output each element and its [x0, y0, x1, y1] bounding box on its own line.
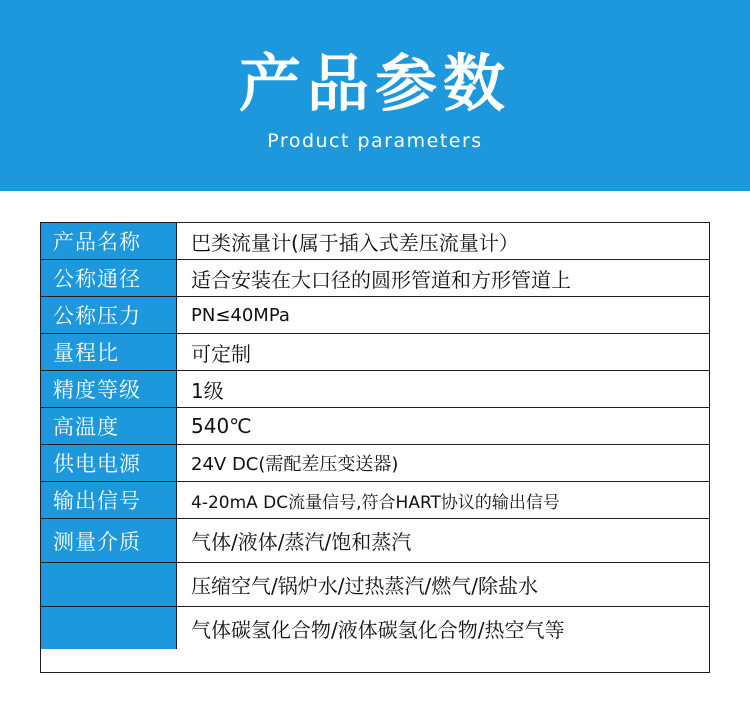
- row-accuracy-class: [41, 371, 709, 408]
- page-subtitle: Product parameters: [267, 130, 483, 152]
- row-label: 供电电源: [41, 445, 177, 481]
- row-nominal-diameter: [41, 260, 709, 297]
- row-measured-medium-cont-1: [41, 563, 709, 607]
- row-value: 4-20mA DC流量信号,符合HART协议的输出信号: [191, 492, 560, 513]
- row-label: 输出信号: [41, 482, 177, 518]
- row-output-signal: [41, 482, 709, 519]
- row-product-name: [41, 223, 709, 260]
- header-banner: [0, 0, 750, 191]
- row-label: 测量介质: [41, 519, 177, 562]
- row-label: 高温度: [41, 408, 177, 444]
- row-power-supply: [41, 445, 709, 482]
- row-value: 巴类流量计(属于插入式差压流量计）: [191, 230, 519, 255]
- row-value: 适合安装在大口径的圆形管道和方形管道上: [191, 267, 571, 292]
- row-value: 可定制: [191, 341, 251, 366]
- row-value: 气体/液体/蒸汽/饱和蒸汽: [191, 530, 412, 554]
- row-nominal-pressure: [41, 297, 709, 334]
- row-measured-medium-cont-2: [41, 607, 709, 649]
- row-temperature: [41, 408, 709, 445]
- row-label: 公称压力: [41, 297, 177, 333]
- row-label: [41, 563, 177, 606]
- row-value: 压缩空气/锅炉水/过热蒸汽/燃气/除盐水: [191, 574, 538, 598]
- row-value: PN≤40MPa: [191, 304, 290, 326]
- row-range-ratio: [41, 334, 709, 371]
- row-value: 540℃: [191, 414, 252, 438]
- row-label: 公称通径: [41, 260, 177, 296]
- row-value: 24V DC(需配差压变送器): [191, 454, 399, 475]
- parameter-table: [40, 222, 710, 673]
- row-value: 1级: [191, 378, 224, 403]
- row-measured-medium: [41, 519, 709, 563]
- row-label: 精度等级: [41, 371, 177, 407]
- row-label: 产品名称: [41, 223, 177, 259]
- row-label: 量程比: [41, 334, 177, 370]
- row-label: [41, 607, 177, 649]
- page-title: 产品参数: [238, 47, 511, 120]
- row-value: 气体碳氢化合物/液体碳氢化合物/热空气等: [191, 617, 565, 642]
